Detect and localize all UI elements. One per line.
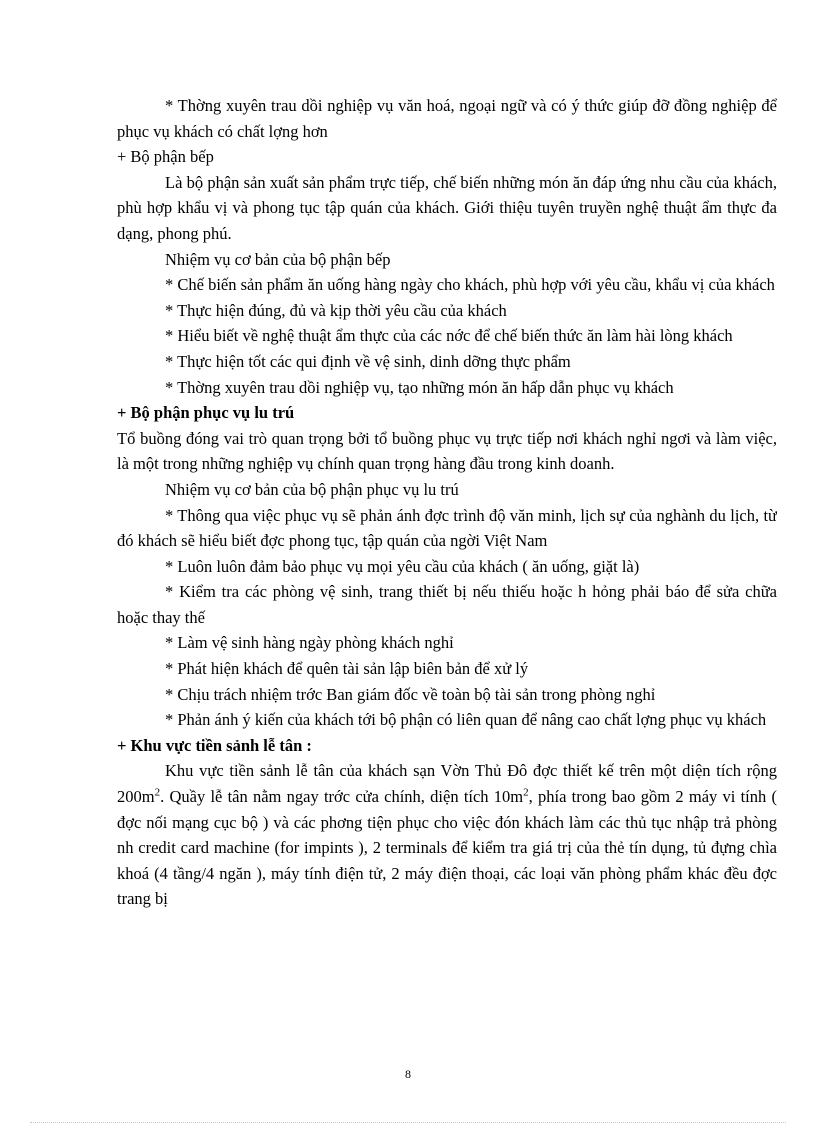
paragraph: Tổ buồng đóng vai trò quan trọng bởi tổ buồng phục vụ trực tiếp nơi khách nghỉ ngơi và làm việc, là một trong những nghiệp vụ chính quan trọng hàng đầu trong kinh doanh. [117,428,777,474]
page-number: 8 [405,1067,411,1081]
section-heading-lobby: + Khu vực tiền sảnh lễ tân : [117,735,312,755]
bullet-item: * Kiểm tra các phòng vệ sinh, trang thiết bị nếu thiếu hoặc h hỏng phải báo để sửa chữa hoặc thay thế [117,582,777,627]
lobby-text-2: . Quầy lễ tân nằm ngay trớc cửa chính, diện tích 10m [160,787,524,807]
lobby-text-3: , phía trong bao gồm 2 máy vi tính ( đợc nối mạng cục bộ ) và các phơng tiện phục cho việc đón khách làm các thủ tục nhập trả phòng nh credit card machine (for impints ), 2 terminals để kiểm tra giá trị của thẻ tín dụng, tủ đựng chìa khoá (4 tầng/4 ngăn ), máy tính điện tử, 2 máy điện thoại, các loại văn phòng phẩm khác đều đợc trang bị [117,787,777,909]
bullet-item: * Phản ánh ý kiến của khách tới bộ phận có liên quan để nâng cao chất lợng phục vụ khách [165,710,767,730]
bullet-item: * Phát hiện khách để quên tài sản lập biên bản để xử lý [165,659,529,679]
bullet-item: * Chịu trách nhiệm trớc Ban giám đốc về toàn bộ tài sản trong phòng nghỉ [165,684,656,704]
paragraph-lobby [117,758,777,912]
bullet-item: * Hiểu biết về nghệ thuật ẩm thực của các nớc để chế biến thức ăn làm hài lòng khách [165,326,733,346]
bullet-item: * Thông qua việc phục vụ sẽ phản ánh đợc trình độ văn minh, lịch sự của nghành du lịch, từ đó khách sẽ hiểu biết đợc phong tục, tập quán của ngời Việt Nam [117,505,777,551]
paragraph: Là bộ phận sản xuất sản phẩm trực tiếp, chế biến những món ăn đáp ứng nhu cầu của khách, phù hợp khẩu vị và phong tục tập quán của khách. Giới thiệu tuyên truyền nghệ thuật ẩm thực đa dạng, phong phú. [117,172,777,243]
section-heading-kitchen: + Bộ phận bếp [117,147,214,167]
document-body [117,93,777,1029]
lobby-text-1: Khu vực tiền sảnh lễ tân của khách sạn Vờn Thủ Đô đợc thiết kế trên một diện tích rộng 200m [117,761,777,807]
section-heading-housekeeping: + Bộ phận phục vụ lu trú [117,403,295,423]
superscript-2: 2 [523,786,529,799]
bullet-item: * Thực hiện tốt các qui định về vệ sinh, dinh dỡng thực phẩm [165,351,571,371]
superscript-2: 2 [154,786,161,799]
bullet-item: * Làm vệ sinh hàng ngày phòng khách nghỉ [165,633,454,653]
paragraph: * Thờng xuyên trau dồi nghiệp vụ văn hoá, ngoại ngữ và có ý thức giúp đỡ đồng nghiệp để phục vụ khách có chất lợng hơn [117,96,777,141]
paragraph: Nhiệm vụ cơ bản của bộ phận phục vụ lu trú [165,479,459,499]
bullet-item: * Thực hiện đúng, đủ và kịp thời yêu cầu của khách [165,300,507,320]
bullet-item: * Thờng xuyên trau dồi nghiệp vụ, tạo những món ăn hấp dẫn phục vụ khách [165,377,674,397]
bullet-item: * Chế biến sản phẩm ăn uống hàng ngày cho khách, phù hợp với yêu cầu, khẩu vị của khách [165,275,775,295]
paragraph: Nhiệm vụ cơ bản của bộ phận bếp [165,249,391,269]
bullet-item: * Luôn luôn đảm bảo phục vụ mọi yêu cầu của khách ( ăn uống, giặt là) [165,556,640,576]
